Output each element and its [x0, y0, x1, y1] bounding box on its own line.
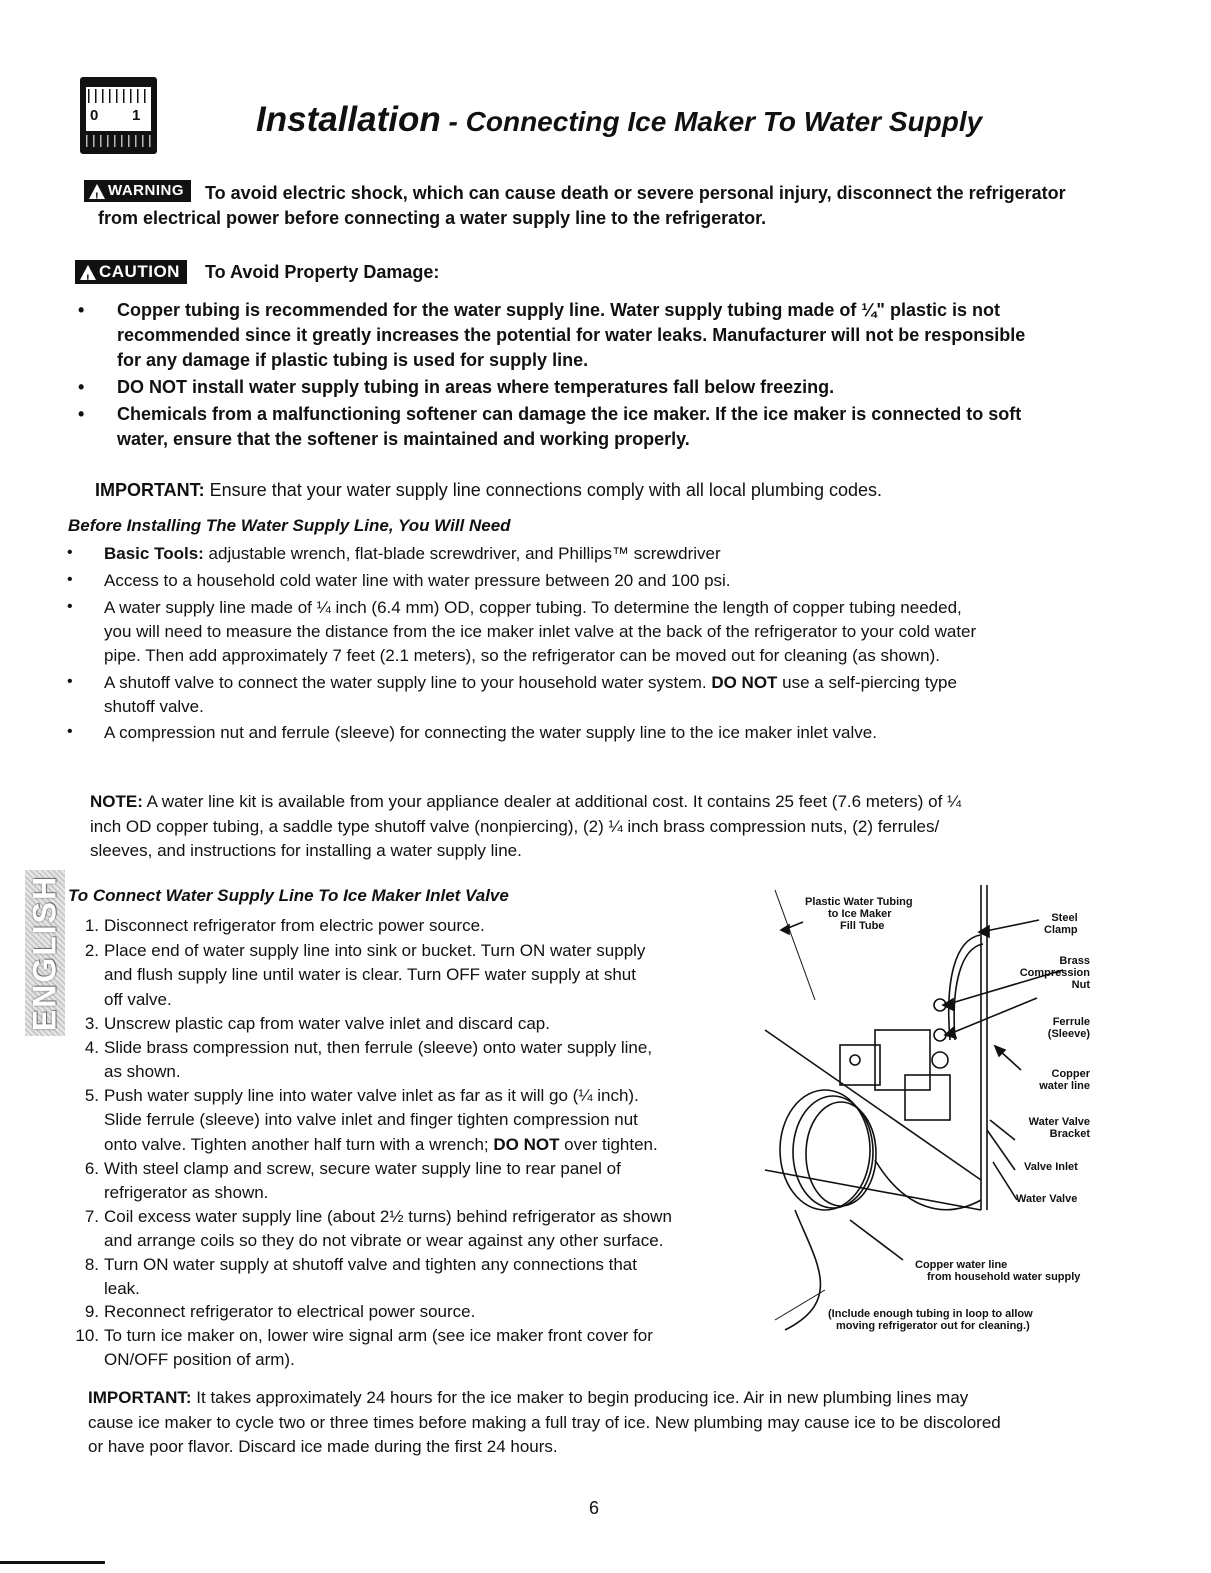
- bullet-dot: •: [78, 377, 85, 397]
- important-note-1: [95, 480, 882, 501]
- before-item-4-line-2: shutoff valve.: [104, 697, 204, 717]
- step-6-line-2: refrigerator as shown.: [104, 1183, 269, 1203]
- note-line-2: inch OD copper tubing, a saddle type shutoff valve (nonpiercing), (2) ¼ inch brass compression nuts, (2) ferrules/: [90, 816, 940, 836]
- step-2-line-3: off valve.: [104, 989, 172, 1009]
- step-number: 9.: [84, 1302, 99, 1321]
- warning-badge: [84, 180, 191, 202]
- bullet-dot: •: [78, 404, 85, 424]
- label-ferrule-1: Ferrule: [1052, 1016, 1090, 1028]
- before-item-4: [104, 671, 957, 719]
- label-brass-3: Nut: [1071, 979, 1090, 991]
- important2-line-3: or have poor flavor. Discard ice made during the first 24 hours.: [88, 1437, 558, 1456]
- before-item-2: Access to a household cold water line with water pressure between 20 and 100 psi.: [104, 571, 731, 590]
- ruler-icon: [80, 77, 157, 154]
- step-number: 10.: [75, 1326, 99, 1345]
- caution-bullet-1: [117, 298, 1117, 373]
- bullet-dot: •: [67, 571, 73, 588]
- step-number: 6.: [84, 1159, 99, 1178]
- step-8-line-2: leak.: [104, 1279, 140, 1299]
- step-5: [84, 1084, 658, 1157]
- step-number: 1.: [84, 916, 99, 935]
- label-plastic-tubing: [805, 896, 913, 932]
- warning-badge-label: WARNING: [108, 182, 184, 199]
- bullet-dot: •: [67, 598, 73, 615]
- step-7: [84, 1205, 672, 1254]
- step-6: [84, 1157, 621, 1206]
- step-1-line-1: Disconnect refrigerator from electric power source.: [104, 916, 485, 935]
- step-8: [84, 1253, 637, 1302]
- caution-bullet-3: [117, 402, 1021, 452]
- label-brass-2: Compression: [1019, 967, 1090, 979]
- before-item-5: A compression nut and ferrule (sleeve) for connecting the water supply line to the ice maker inlet valve.: [104, 723, 877, 742]
- label-valve-inlet: Valve Inlet: [1024, 1161, 1078, 1173]
- title-sub: Connecting Ice Maker To Water Supply: [465, 106, 983, 137]
- title-main: Installation: [256, 100, 441, 139]
- title-separator: -: [440, 106, 466, 137]
- step-2: [84, 939, 646, 1012]
- connect-heading: To Connect Water Supply Line To Ice Maker Inlet Valve: [68, 886, 509, 905]
- before-item-1-text: adjustable wrench, flat-blade screwdriver, and Phillips™ screwdriver: [203, 544, 721, 563]
- step-5-line-1: Push water supply line into water valve inlet as far as it will go (¼ inch).: [104, 1086, 639, 1105]
- alert-triangle-icon: [80, 265, 96, 280]
- step-9-line-1: Reconnect refrigerator to electrical power source.: [104, 1302, 476, 1321]
- before-item-3-line-2: you will need to measure the distance from the ice maker inlet valve at the back of the refrigerator to your cold water: [104, 622, 977, 642]
- step-3: [84, 1012, 550, 1036]
- note-line-3: sleeves, and instructions for installing a water supply line.: [90, 841, 522, 860]
- important2-line-2: cause ice maker to cycle two or three times before making a full tray of ice. New plumbing may cause ice to be discolored: [88, 1412, 1001, 1432]
- label-steel-clamp: [1044, 912, 1078, 936]
- step-10-line-2: ON/OFF position of arm).: [104, 1350, 295, 1370]
- step-5-bold: DO NOT: [493, 1134, 560, 1154]
- label-household-1: Copper water line: [915, 1259, 1008, 1271]
- step-8-line-1: Turn ON water supply at shutoff valve and tighten any connections that: [104, 1255, 637, 1274]
- before-item-3: [104, 596, 976, 669]
- step-number: 8.: [84, 1255, 99, 1274]
- footer-rule: [0, 1561, 105, 1564]
- note-label: NOTE:: [90, 792, 143, 811]
- label-bracket-2: Bracket: [1049, 1128, 1090, 1140]
- important2-line-1: It takes approximately 24 hours for the ice maker to begin producing ice. Air in new plumbing lines may: [191, 1388, 969, 1407]
- label-include-2: moving refrigerator out for cleaning.): [836, 1320, 1030, 1332]
- before-item-4-bold: DO NOT: [711, 673, 778, 692]
- important2-label: IMPORTANT:: [88, 1388, 192, 1407]
- before-item-3-line-3: pipe. Then add approximately 7 feet (2.1 meters), so the refrigerator can be moved out for cleaning (as shown).: [104, 646, 940, 666]
- step-2-line-1: Place end of water supply line into sink or bucket. Turn ON water supply: [104, 941, 646, 960]
- bullet-dot: •: [67, 544, 73, 561]
- before-item-1-bold: Basic Tools:: [104, 544, 204, 563]
- label-bracket-1: Water Valve: [1028, 1116, 1090, 1128]
- warning-line-1: To avoid electric shock, which can cause death or severe personal injury, disconnect the refrigerator: [205, 183, 1066, 203]
- step-4-line-1: Slide brass compression nut, then ferrule (sleeve) onto water supply line,: [104, 1038, 653, 1057]
- step-4: [84, 1036, 653, 1085]
- label-plastic-2: to Ice Maker: [828, 908, 892, 920]
- page-number: 6: [589, 1498, 600, 1518]
- step-5-line-3: onto valve. Tighten another half turn with a wrench;: [104, 1134, 494, 1154]
- warning-line-2: from electrical power before connecting a water supply line to the refrigerator.: [98, 208, 767, 228]
- step-5-line-2: Slide ferrule (sleeve) into valve inlet and finger tighten compression nut: [104, 1110, 638, 1130]
- language-tab-label: ENGLISH: [26, 874, 63, 1032]
- note-block: [90, 790, 961, 864]
- caution-title: To Avoid Property Damage:: [205, 262, 440, 282]
- step-10-line-1: To turn ice maker on, lower wire signal arm (see ice maker front cover for: [104, 1326, 653, 1345]
- label-include-loop: [828, 1308, 1033, 1332]
- ruler-digit-0: 0: [90, 107, 99, 124]
- step-2-line-2: and flush supply line until water is clear. Turn OFF water supply at shut: [104, 965, 636, 985]
- bullet-dot: •: [67, 673, 73, 690]
- label-brass-1: Brass: [1059, 955, 1090, 967]
- label-copper-line: [1024, 1068, 1090, 1092]
- step-number: 7.: [84, 1207, 99, 1226]
- before-item-4-after: use a self-piercing type: [777, 673, 957, 692]
- alert-triangle-icon: [89, 184, 105, 199]
- step-9: [84, 1300, 476, 1324]
- step-number: 2.: [84, 941, 99, 960]
- step-4-line-2: as shown.: [104, 1062, 181, 1082]
- bullet-dot: •: [78, 300, 85, 320]
- note-line-1: A water line kit is available from your appliance dealer at additional cost. It contains 25 feet (7.6 meters) of ¼: [142, 792, 962, 811]
- step-1: [84, 914, 485, 938]
- label-ferrule: [1030, 1016, 1090, 1040]
- page-title: [256, 100, 982, 140]
- step-5-tail: over tighten.: [559, 1134, 658, 1154]
- caution-badge: [75, 260, 187, 284]
- caution-badge-label: CAUTION: [99, 262, 180, 281]
- step-7-line-2: and arrange coils so they do not vibrate or wear against any other surface.: [104, 1231, 664, 1251]
- before-heading: Before Installing The Water Supply Line, You Will Need: [68, 516, 511, 535]
- label-valve-bracket: [1012, 1116, 1090, 1140]
- step-7-line-1: Coil excess water supply line (about 2½ turns) behind refrigerator as shown: [104, 1207, 672, 1226]
- label-plastic-3: Fill Tube: [840, 920, 885, 932]
- ruler-digit-1: 1: [132, 107, 141, 124]
- label-copper-1: Copper: [1051, 1068, 1090, 1080]
- important-note-2: [88, 1386, 1001, 1460]
- step-3-line-1: Unscrew plastic cap from water valve inlet and discard cap.: [104, 1014, 550, 1033]
- caution-bullet-3-line-2: water, ensure that the softener is maintained and working properly.: [117, 429, 690, 449]
- caution-bullet-1-line-2: recommended since it greatly increases the potential for water leaks. Manufacturer will not be responsible: [117, 325, 1026, 345]
- important-text: Ensure that your water supply line connections comply with all local plumbing codes.: [204, 480, 883, 500]
- label-household-2: from household water supply: [927, 1271, 1081, 1283]
- step-number: 3.: [84, 1014, 99, 1033]
- step-number: 4.: [84, 1038, 99, 1057]
- caution-bullet-1-line-3: for any damage if plastic tubing is used for supply line.: [117, 350, 589, 370]
- language-tab: [25, 870, 65, 1036]
- step-number: 5.: [84, 1086, 99, 1105]
- label-steel-2: Clamp: [1044, 924, 1078, 936]
- label-water-valve: Water Valve: [1016, 1193, 1078, 1205]
- label-copper-2: water line: [1039, 1080, 1090, 1092]
- before-item-4-text: A shutoff valve to connect the water supply line to your household water system.: [104, 673, 712, 692]
- step-10: [75, 1324, 653, 1373]
- before-item-3-line-1: A water supply line made of ¼ inch (6.4 mm) OD, copper tubing. To determine the length of copper tubing needed,: [104, 598, 962, 617]
- important-label: IMPORTANT:: [95, 480, 205, 500]
- step-6-line-1: With steel clamp and screw, secure water supply line to rear panel of: [104, 1159, 621, 1178]
- before-item-1: [104, 542, 721, 566]
- label-steel-1: Steel: [1051, 912, 1078, 924]
- label-ferrule-2: (Sleeve): [1047, 1028, 1090, 1040]
- caution-bullet-1-line-1: Copper tubing is recommended for the water supply line. Water supply tubing made of ¼" plastic is not: [117, 300, 1000, 320]
- caution-bullet-3-line-1: Chemicals from a malfunctioning softener can damage the ice maker. If the ice maker is connected to soft: [117, 404, 1022, 424]
- label-include-1: (Include enough tubing in loop to allow: [828, 1308, 1033, 1320]
- bullet-dot: •: [67, 723, 73, 740]
- label-household-line: [915, 1259, 1080, 1283]
- label-plastic-1: Plastic Water Tubing: [805, 896, 913, 908]
- label-brass-nut: [1008, 955, 1090, 991]
- caution-bullet-2: DO NOT install water supply tubing in areas where temperatures fall below freezing.: [117, 377, 835, 397]
